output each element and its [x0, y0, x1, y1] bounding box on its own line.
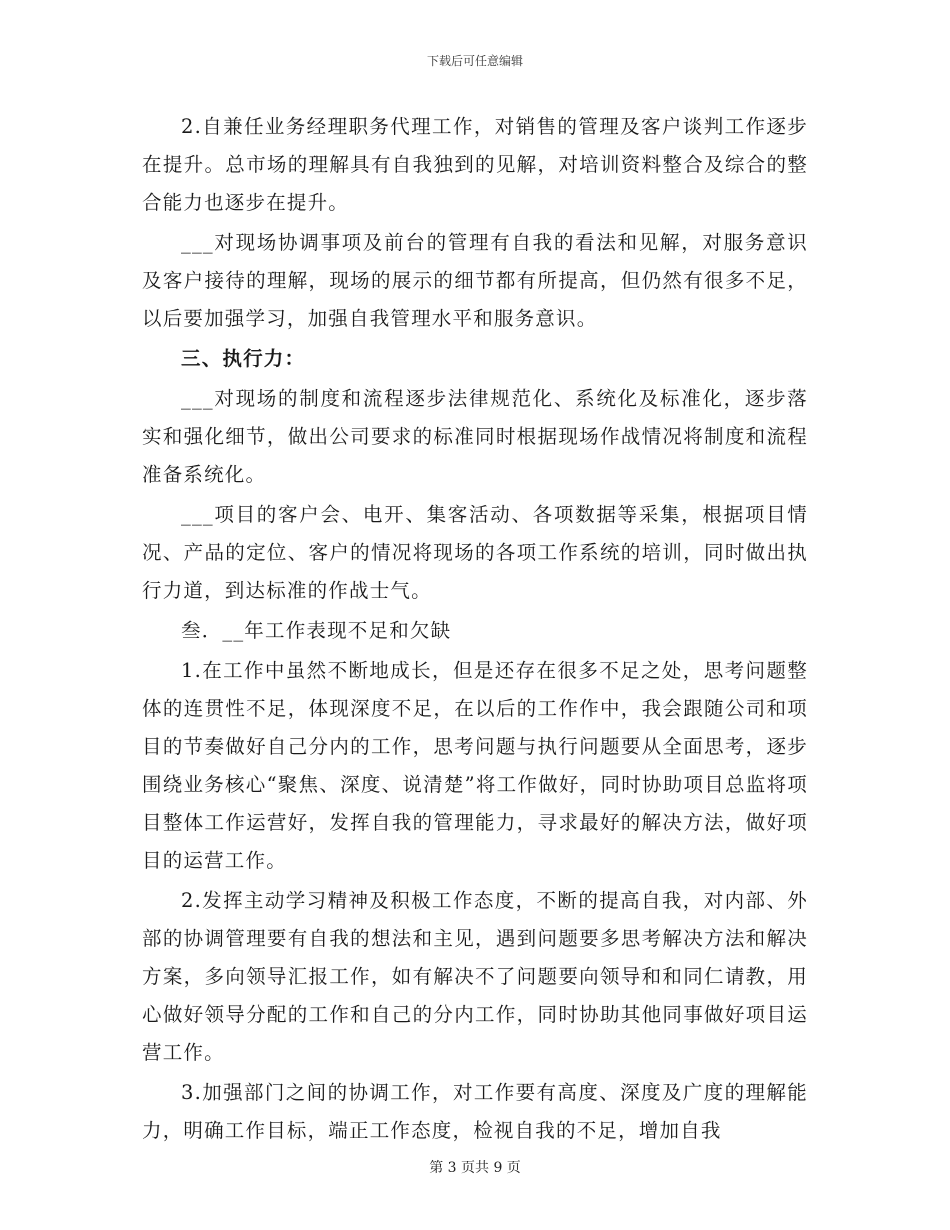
paragraph-business-manager: 2.自兼任业务经理职务代理工作，对销售的管理及客户谈判工作逐步在提升。总市场的理解具有自我独到的见解，对培训资料整合及综合的整合能力也逐步在提升。	[142, 115, 808, 214]
page-footer: 第 3 页共 9 页	[429, 1160, 521, 1176]
section-heading-execution: 三、执行力：	[181, 347, 306, 370]
paragraph-client-events: ___项目的客户会、电开、集客活动、各项数据等采集，根据项目情况、产品的定位、客户的情况将现场的各项工作系统的培训，同时做出执行力道，到达标准的作战士气。	[142, 503, 808, 602]
section-heading-shortcomings: 叁．__年工作表现不足和欠缺	[181, 619, 452, 642]
paragraph-shortcoming-1: 1.在工作中虽然不断地成长，但是还存在很多不足之处，思考问题整体的连贯性不足，体现深度不足，在以后的工作作中，我会跟随公司和项目的节奏做好自己分内的工作，思考问题与执行问题要从全面思考，逐步围绕业务核心“聚焦、深度、说清楚”将工作做好，同时协助项目总监将项目整体工作运营好，发挥自我的管理能力，寻求最好的解决方法，做好项目的运营工作。	[142, 659, 808, 872]
paragraph-standardization: ___对现场的制度和流程逐步法律规范化、系统化及标准化，逐步落实和强化细节，做出公司要求的标准同时根据现场作战情况将制度和流程准备系统化。	[142, 387, 808, 486]
paragraph-shortcoming-2: 2.发挥主动学习精神及积极工作态度，不断的提高自我，对内部、外部的协调管理要有自我的想法和主见，遇到问题要多思考解决方法和解决方案，多向领导汇报工作，如有解决不了问题要向领导和和同仁请教，用心做好领导分配的工作和自己的分内工作，同时协助其他同事做好项目运营工作。	[142, 889, 808, 1064]
document-body	[142, 108, 808, 1152]
page-header: 下载后可任意编辑	[426, 54, 523, 68]
paragraph-shortcoming-3: 3.加强部门之间的协调工作，对工作要有高度、深度及广度的理解能力，明确工作目标，端正工作态度，检视自我的不足，增加自我	[142, 1081, 808, 1142]
paragraph-site-coordination: ___对现场协调事项及前台的管理有自我的看法和见解，对服务意识及客户接待的理解，现场的展示的细节都有所提高，但仍然有很多不足，以后要加强学习，加强自我管理水平和服务意识。	[142, 231, 808, 330]
